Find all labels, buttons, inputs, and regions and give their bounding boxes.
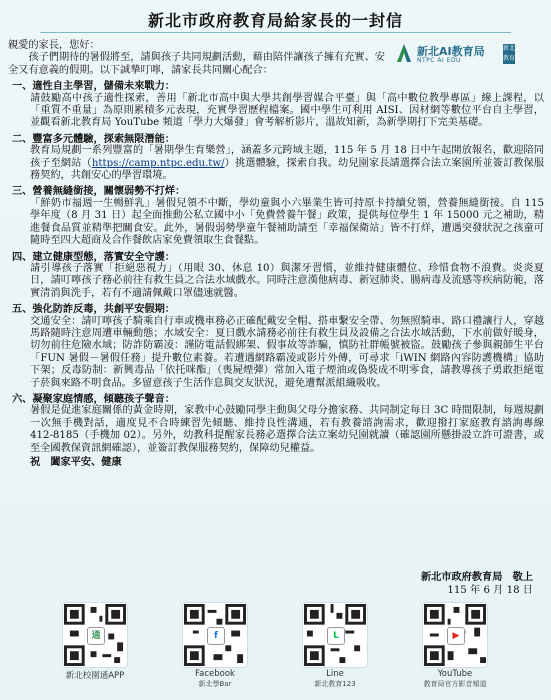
qr-subtitle: 教育局官方影音頻道 xyxy=(423,680,487,688)
logo-tag: 新北 教育 xyxy=(503,45,516,62)
section-body-before-link: 教育局規劃一系列豐富的「暑期學生育樂營」，涵蓋多元跨域主題，115 年 5 月 18 日中午起開放報名，歡迎陪同孩子至網站（ xyxy=(30,145,544,169)
signature-date: 115 年 6 月 18 日 xyxy=(447,585,533,596)
intro-paragraph: 孩子們期待的暑假將至，請與孩子共同規劃活動，藉由陪伴讓孩子擁有充實、安全又有意義的假期。以下誠摯叮嚀，請家長共同關心配合： xyxy=(8,52,385,76)
section-heading: 二、豐富多元體驗，探索無限潛能： xyxy=(12,132,175,145)
title-divider xyxy=(40,32,511,33)
section-5 xyxy=(8,303,544,390)
section-body: 交通安全：請叮嚀孩子騎乘自行車或機車務必正確配戴安全帽、搭車繫安全帶、勿無照騎車、路口禮讓行人，穿越馬路隨時注意周遭車輛動態；水域安全：夏日戲水請務必前往有救生員及設備之合法水域活動，下水前做好暖身，切勿前往危險水域；防詐防霸凌：謹防電話假綁架、假事故等詐騙，慎防社群帳號被盜。鼓勵孩子參與親師生平台「FUN 暑假－暑假任務」提升數位素養。若遭遇網路霸凌或影片外傳，可尋求「iWIN 網路內容防護機構」協助下架；反毒防制：新興毒品「依托咪酯」（喪屍煙彈）常加入電子煙油或偽裝成不明零食，請教導孩子勇敢拒絕電子菸與來路不明食品。多留意孩子生活作息與交友狀況，避免遭幫派組織吸收。 xyxy=(30,315,544,389)
section-6 xyxy=(8,393,544,455)
section-body: 請引導孩子落實「拒絕惡視力」（用眼 30、休息 10）與潔牙習慣，並維持健康體位、珍惜食物不浪費。炎炎夏日，請叮嚀孩子務必前往有救生員之合法水域戲水。同時注意漢他病毒、新冠肺炎、腸病毒及流感等疾病防範，落實清消與洗手，若有不適請佩戴口罩儘速就醫。 xyxy=(30,262,544,299)
section-heading: 一、適性自主學習，儲備未來戰力： xyxy=(12,80,175,93)
section-4 xyxy=(8,251,544,301)
qr-code-icon xyxy=(182,602,248,668)
qr-subtitle: 新北教育123 xyxy=(314,680,356,688)
section-body: 「鮮奶市福週一生暢鮮乳」暑假兒領不中斷，學幼童與小六畢業生皆可持原卡持續兌領，營養無縫銜接。自 115 學年度（8 月 31 日）起全面推動公私立國中小「免費營養午餐」政策，提供每位學生 1 年 15000 元之補助，精進餐食品質並精準把關食安。此外，暑假弱勢學童午餐補助請至「幸福保衛站」皆不打烊，遭遇突發狀況之孩童可隨時至四大超商及合作餐飲店家免費領取生食餐點。 xyxy=(30,197,544,247)
qr-subtitle: 新北學Bar xyxy=(198,680,232,688)
section-heading: 四、建立健康型態，落實安全守護： xyxy=(12,250,175,263)
section-body: 請鼓勵高中孩子適性探索，善用「新北市高中與大學共創學習媒合平臺」與「高中數位教學專區」線上課程，以「重質不重量」為原則累積多元表現，充實學習歷程檔案。國中學生可利用 AISI、因材網等數位平台自主學習，並觀看新北教育局 YouTube 頻道「學力大爆發」會考解析影片，溫故知新，為新學期打下完美基礎。 xyxy=(30,92,544,129)
qr-code-icon xyxy=(422,602,488,668)
line-icon: L xyxy=(327,627,345,645)
section-body-after-link: ）挑選體驗，探索自我。幼兒園家長請選擇合法立案園所並簽訂教保服務契約，共創安心的學習環境。 xyxy=(30,157,545,182)
qr-title: Line xyxy=(326,669,344,679)
qr-card-app[interactable] xyxy=(60,602,130,694)
qr-card-facebook[interactable] xyxy=(180,602,250,694)
section-2 xyxy=(8,133,544,183)
letter-body xyxy=(8,40,544,468)
facebook-icon: f xyxy=(207,627,225,645)
qr-code-icon xyxy=(62,602,128,668)
youtube-icon: ▶ xyxy=(447,627,465,645)
signature-block xyxy=(421,571,533,597)
greeting: 親愛的家長，您好： xyxy=(8,40,100,51)
section-heading: 三、營養無縫銜接，關懷弱勢不打烊： xyxy=(12,185,186,198)
camp-website-link[interactable]: https://camp.ntpc.edu.tw/ xyxy=(91,157,225,169)
section-body: 暑假是促進家庭關係的黃金時期，家教中心鼓勵同學主動與父母分擔家務、共同制定每日 3C 時間限制，每週規劃一次無手機對話，適度見不合時練習先傾聽、維持良性溝通，若有教養諮詢需求，歡迎撥打家庭教育諮詢專線 412-8185（手機加 02）。另外，幼教科提醒家長務必選擇合法立案幼兒園就讀（確認園所懸掛設立許可證書，或至全國教保資訊網確認），並簽訂教保服務契約，保障幼兒權益。 xyxy=(30,405,544,454)
page-title: 新北市政府教育局給家長的一封信 xyxy=(147,11,403,30)
qr-title: YouTube xyxy=(437,669,473,679)
qr-title: 新北校園通APP xyxy=(65,671,125,681)
qr-code-row xyxy=(60,602,500,694)
closing-blessing: 祝 闔家平安、健康 xyxy=(30,456,122,468)
section-heading: 五、強化防詐反毒，共創平安假期： xyxy=(12,303,175,316)
section-body xyxy=(30,145,544,182)
qr-title: Facebook xyxy=(195,669,235,679)
qr-code-icon xyxy=(302,602,368,668)
section-heading: 六、凝聚家庭情感，傾聽孩子聲音： xyxy=(12,392,175,405)
section-1 xyxy=(8,80,544,130)
logo-main-text: 新北AI教育局 xyxy=(417,45,485,58)
section-3 xyxy=(8,185,544,247)
qr-card-youtube[interactable] xyxy=(420,602,490,694)
qr-card-line[interactable] xyxy=(300,602,370,694)
logo-sub-text: NTPC AI EDU xyxy=(417,57,461,64)
app-icon: 通 xyxy=(87,627,105,645)
signature-org: 新北市政府教育局 敬上 xyxy=(420,571,533,583)
